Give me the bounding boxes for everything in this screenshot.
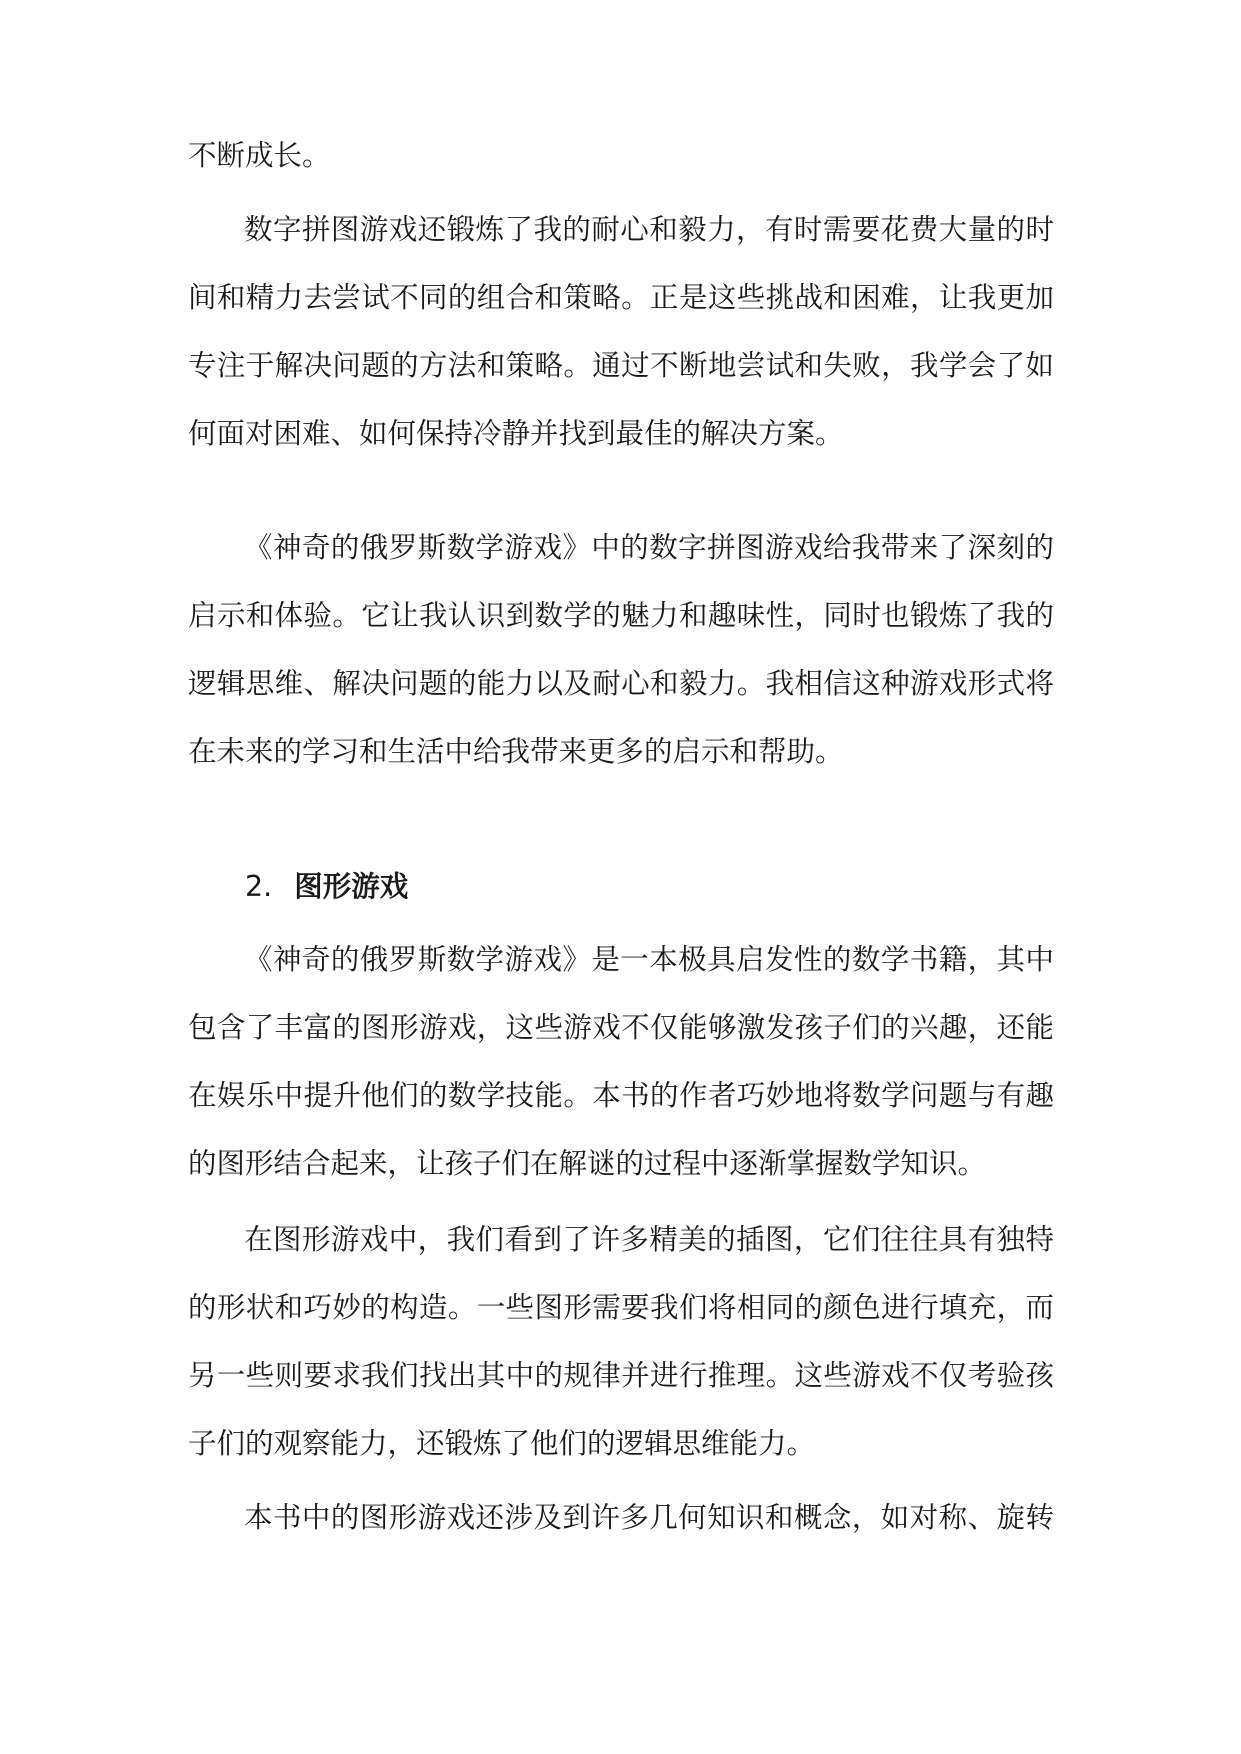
text-line: 子们的观察能力，还锻炼了他们的逻辑思维能力。 [188,1427,816,1460]
section-number: 2. [245,870,273,903]
text-line: 另一些则要求我们找出其中的规律并进行推理。这些游戏不仅考验孩 [188,1359,1054,1392]
section-heading [245,866,408,906]
text-line: 不断成长。 [188,139,331,172]
text-line: 包含了丰富的图形游戏，这些游戏不仅能够激发孩子们的兴趣，还能 [188,1011,1054,1044]
text-line: 启示和体验。它让我认识到数学的魅力和趣味性，同时也锻炼了我的 [188,599,1054,632]
text-line: 《神奇的俄罗斯数学游戏》中的数字拼图游戏给我带来了深刻的 [244,531,1054,564]
text-line: 在图形游戏中，我们看到了许多精美的插图，它们往往具有独特 [244,1223,1054,1256]
text-line: 在未来的学习和生活中给我带来更多的启示和帮助。 [188,735,844,768]
text-line: 逻辑思维、解决问题的能力以及耐心和毅力。我相信这种游戏形式将 [188,667,1054,700]
text-line: 本书中的图形游戏还涉及到许多几何知识和概念，如对称、旋转 [244,1501,1054,1534]
text-line: 数字拼图游戏还锻炼了我的耐心和毅力，有时需要花费大量的时 [244,213,1054,246]
text-line: 《神奇的俄罗斯数学游戏》是一本极具启发性的数学书籍，其中 [244,943,1054,976]
text-line: 在娱乐中提升他们的数学技能。本书的作者巧妙地将数学问题与有趣 [188,1079,1054,1112]
text-line: 的形状和巧妙的构造。一些图形需要我们将相同的颜色进行填充，而 [188,1291,1054,1324]
text-line: 间和精力去尝试不同的组合和策略。正是这些挑战和困难，让我更加 [188,281,1054,314]
section-title: 图形游戏 [294,869,409,903]
text-line: 的图形结合起来，让孩子们在解谜的过程中逐渐掌握数学知识。 [188,1147,987,1180]
text-line: 何面对困难、如何保持冷静并找到最佳的解决方案。 [188,417,844,450]
text-line: 专注于解决问题的方法和策略。通过不断地尝试和失败，我学会了如 [188,349,1054,382]
